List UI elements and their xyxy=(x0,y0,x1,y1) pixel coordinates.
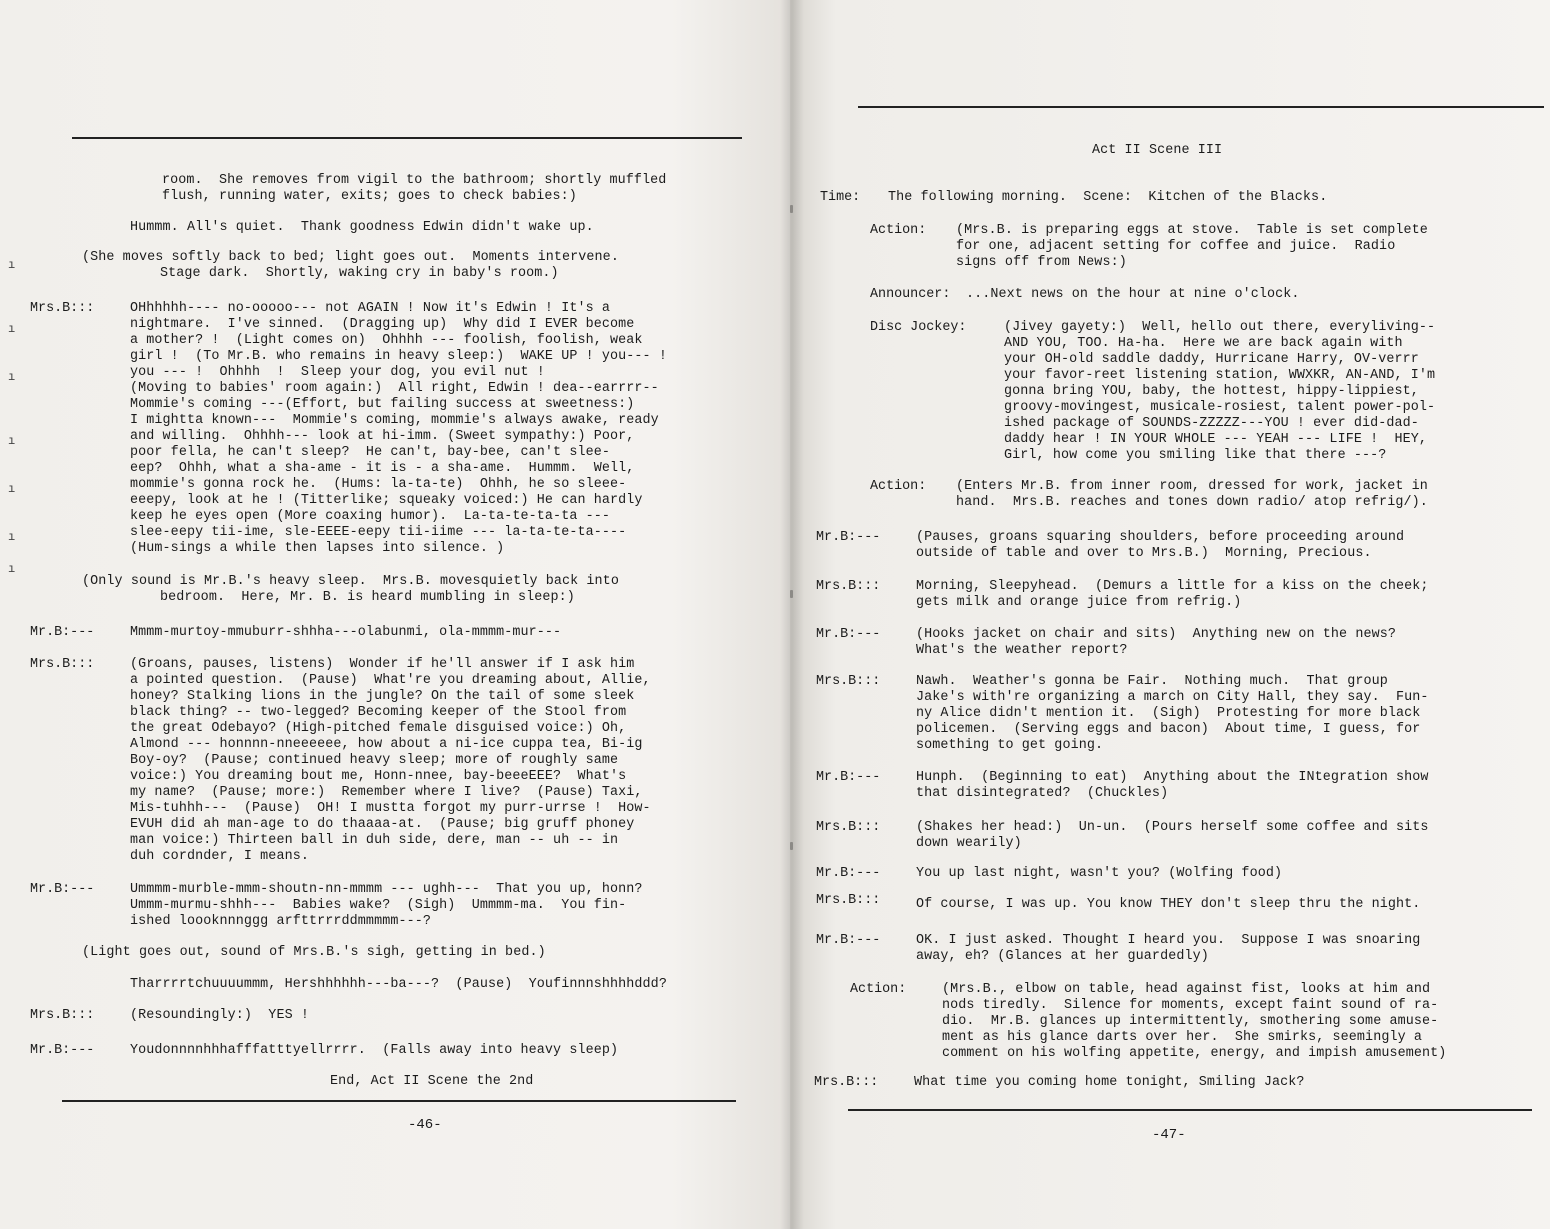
text-line: room. She removes from vigil to the bathroom; shortly muffled xyxy=(162,173,667,188)
text-line: Mommie's coming ---(Effort, but failing success at sweetness:) xyxy=(130,397,635,412)
text-line: You up last night, wasn't you? (Wolfing food) xyxy=(916,866,1283,881)
text-line: ment as his glance darts over her. She smirks, seemingly a xyxy=(942,1030,1423,1045)
speaker-label: Mrs.B::: xyxy=(814,1075,879,1090)
bottom-rule xyxy=(62,1100,736,1102)
text-line: (Resoundingly:) YES ! xyxy=(130,1008,309,1023)
action-label: Action: xyxy=(870,479,927,494)
text-line: away, eh? (Glances at her guardedly) xyxy=(916,949,1209,964)
text-line: ...Next news on the hour at nine o'clock. xyxy=(966,287,1300,302)
text-line: ished package of SOUNDS-ZZZZZ---YOU ! ever did-dad- xyxy=(1004,416,1419,431)
text-line: (Groans, pauses, listens) Wonder if he'll answer if I ask him xyxy=(130,657,635,672)
staple-mark xyxy=(790,205,793,213)
speaker-label: Mr.B:--- xyxy=(816,770,881,785)
text-line: you --- ! Ohhhh ! Sleep your dog, you evil nut ! xyxy=(130,365,545,380)
text-line: Morning, Sleepyhead. (Demurs a little for a kiss on the cheek; xyxy=(916,579,1429,594)
text-line: OK. I just asked. Thought I heard you. Suppose I was snoaring xyxy=(916,933,1421,948)
text-line: gets milk and orange juice from refrig.) xyxy=(916,595,1242,610)
text-line: (Only sound is Mr.B.'s heavy sleep. Mrs.B. movesquietly back into xyxy=(82,574,619,589)
text-line: AND YOU, TOO. Ha-ha. Here we are back again with xyxy=(1004,336,1403,351)
speaker-label: Mr.B:--- xyxy=(816,627,881,642)
speaker-label: Mrs.B::: xyxy=(816,820,881,835)
speaker-label: Mr.B:--- xyxy=(30,1043,95,1058)
scene-end-line: End, Act II Scene the 2nd xyxy=(330,1074,534,1089)
text-line: eeepy, look at he ! (Titterlike; squeaky voiced:) He can hardly xyxy=(130,493,643,508)
margin-mark: ı xyxy=(8,482,16,496)
text-line: Youdonnnnhhhafffatttyellrrrr. (Falls away into heavy sleep) xyxy=(130,1043,619,1058)
text-line: (She moves softly back to bed; light goes out. Moments intervene. xyxy=(82,250,619,265)
text-line: (Hum-sings a while then lapses into silence. ) xyxy=(130,541,505,556)
speaker-label: Mrs.B::: xyxy=(30,1008,95,1023)
text-line: something to get going. xyxy=(916,738,1104,753)
text-line: and willing. Ohhhh--- look at hi-imm. (Sweet sympathy:) Poor, xyxy=(130,429,635,444)
speaker-label: Mr.B:--- xyxy=(816,866,881,881)
text-line: What time you coming home tonight, Smiling Jack? xyxy=(914,1075,1305,1090)
text-line: Nawh. Weather's gonna be Fair. Nothing much. That group xyxy=(916,674,1388,689)
top-rule xyxy=(72,137,742,139)
text-line: (Pauses, groans squaring shoulders, before proceeding around xyxy=(916,530,1405,545)
action-label: Action: xyxy=(850,982,907,997)
text-line: your favor-reet listening station, WWXKR, AN-AND, I'm xyxy=(1004,368,1436,383)
text-line: man voice:) Thirteen ball in duh side, dere, man -- uh -- in xyxy=(130,833,619,848)
text-line: voice:) You dreaming bout me, Honn-nnee, bay-beeeEEE? What's xyxy=(130,769,627,784)
text-line: ny Alice didn't mention it. (Sigh) Protesting for more black xyxy=(916,706,1421,721)
text-line: Ummm-murmu-shhh--- Babies wake? (Sigh) Ummmm-ma. You fin- xyxy=(130,898,627,913)
text-line: daddy hear ! IN YOUR WHOLE --- YEAH --- LIFE ! HEY, xyxy=(1004,432,1428,447)
staple-mark xyxy=(790,842,793,850)
text-line: (Enters Mr.B. from inner room, dressed for work, jacket in xyxy=(956,479,1428,494)
text-line: Hunph. (Beginning to eat) Anything about the INtegration show xyxy=(916,770,1429,785)
text-line: (Hooks jacket on chair and sits) Anything new on the news? xyxy=(916,627,1397,642)
right-page xyxy=(790,0,1550,1229)
text-line: poor fella, he can't sleep? He can't, bay-bee, can't slee- xyxy=(130,445,611,460)
speaker-label: Mrs.B::: xyxy=(816,893,881,908)
text-line: What's the weather report? xyxy=(916,643,1128,658)
text-line: nightmare. I've sinned. (Dragging up) Why did I EVER become xyxy=(130,317,635,332)
text-line: flush, running water, exits; goes to check babies:) xyxy=(162,189,577,204)
text-line: ished loooknnnggg arfttrrrddmmmmm---? xyxy=(130,914,432,929)
text-line: Mis-tuhhh--- (Pause) OH! I mustta forgot my purr-urrse ! How- xyxy=(130,801,651,816)
text-line: Almond --- honnnn-nneeeeee, how about a ni-ice cuppa tea, Bi-ig xyxy=(130,737,643,752)
speaker-label: Mrs.B::: xyxy=(30,657,95,672)
text-line: groovy-movingest, musicale-rosiest, talent power-pol- xyxy=(1004,400,1436,415)
text-line: slee-eepy tii-ime, sle-EEEE-eepy tii-iime --- la-ta-te-ta---- xyxy=(130,525,627,540)
staple-mark xyxy=(790,590,793,598)
margin-mark: ı xyxy=(8,370,16,384)
text-line: (Shakes her head:) Un-un. (Pours herself some coffee and sits xyxy=(916,820,1429,835)
text-line: keep he eyes open (More coaxing humor). La-ta-te-ta-ta --- xyxy=(130,509,611,524)
text-line: (Jivey gayety:) Well, hello out there, everyliving-- xyxy=(1004,320,1436,335)
text-line: my name? (Pause; more:) Remember where I live? (Pause) Taxi, xyxy=(130,785,643,800)
text-line: outside of table and over to Mrs.B.) Morning, Precious. xyxy=(916,546,1372,561)
announcer-label: Announcer: xyxy=(870,287,951,302)
text-line: gonna bring YOU, baby, the hottest, hippy-lippiest, xyxy=(1004,384,1419,399)
margin-mark: ı xyxy=(8,434,16,448)
text-line: Of course, I was up. You know THEY don't sleep thru the night. xyxy=(916,897,1421,912)
speaker-label: Mr.B:--- xyxy=(30,882,95,897)
text-line: that disintegrated? (Chuckles) xyxy=(916,786,1169,801)
text-line: your OH-old saddle daddy, Hurricane Harry, OV-verrr xyxy=(1004,352,1419,367)
text-line: bedroom. Here, Mr. B. is heard mumbling in sleep:) xyxy=(160,590,575,605)
scene-heading: Act II Scene III xyxy=(1092,143,1223,158)
text-line: Girl, how come you smiling like that there ---? xyxy=(1004,448,1387,463)
text-line: (Light goes out, sound of Mrs.B.'s sigh, getting in bed.) xyxy=(82,945,546,960)
text-line: eep? Ohhh, what a sha-ame - it is - a sha-ame. Hummm. Well, xyxy=(130,461,635,476)
margin-mark: ı xyxy=(8,562,16,576)
text-line: comment on his wolfing appetite, energy, and impish amusement) xyxy=(942,1046,1447,1061)
text-line: dio. Mr.B. glances up intermittently, smothering some amuse- xyxy=(942,1014,1439,1029)
text-line: policemen. (Serving eggs and bacon) About time, I guess, for xyxy=(916,722,1421,737)
text-line: down wearily) xyxy=(916,836,1022,851)
speaker-label: Mr.B:--- xyxy=(30,625,95,640)
text-line: Mmmm-murtoy-mmuburr-shhha---olabunmi, ola-mmmm-mur--- xyxy=(130,625,562,640)
text-line: OHhhhhh---- no-ooooo--- not AGAIN ! Now it's Edwin ! It's a xyxy=(130,301,611,316)
margin-mark: ı xyxy=(8,258,16,272)
text-line: hand. Mrs.B. reaches and tones down radio/ atop refrig/). xyxy=(956,495,1428,510)
bottom-rule xyxy=(848,1109,1532,1111)
top-rule xyxy=(858,106,1544,108)
text-line: (Mrs.B., elbow on table, head against fist, looks at him and xyxy=(942,982,1431,997)
time-label: Time: xyxy=(820,190,861,205)
speaker-label: Mrs.B::: xyxy=(816,579,881,594)
text-line: honey? Stalking lions in the jungle? On the tail of some sleek xyxy=(130,689,635,704)
speaker-label: Mr.B:--- xyxy=(816,933,881,948)
margin-mark: ı xyxy=(8,530,16,544)
text-line: Stage dark. Shortly, waking cry in baby's room.) xyxy=(160,266,559,281)
text-line: a pointed question. (Pause) What're you dreaming about, Allie, xyxy=(130,673,651,688)
speaker-label: Mrs.B::: xyxy=(30,301,95,316)
page-number: -47- xyxy=(1152,1127,1186,1143)
text-line: Boy-oy? (Pause; continued heavy sleep; more of roughly same xyxy=(130,753,619,768)
text-line: nods tiredly. Silence for moments, except faint sound of ra- xyxy=(942,998,1439,1013)
speaker-label: Mrs.B::: xyxy=(816,674,881,689)
text-line: (Moving to babies' room again:) All right, Edwin ! dea--earrrr-- xyxy=(130,381,659,396)
text-line: a mother? ! (Light comes on) Ohhhh --- foolish, foolish, weak xyxy=(130,333,643,348)
text-line: The following morning. Scene: Kitchen of the Blacks. xyxy=(888,190,1328,205)
text-line: EVUH did ah man-age to do thaaaa-at. (Pause; big gruff phoney xyxy=(130,817,635,832)
page-number: -46- xyxy=(408,1117,442,1133)
text-line: Tharrrrtchuuuummm, Hershhhhhh---ba---? (Pause) Youfinnnshhhhddd? xyxy=(130,977,667,992)
margin-mark: ı xyxy=(8,322,16,336)
text-line: girl ! (To Mr.B. who remains in heavy sleep:) WAKE UP ! you--- ! xyxy=(130,349,667,364)
text-line: (Mrs.B. is preparing eggs at stove. Table is set complete xyxy=(956,223,1428,238)
text-line: Hummm. All's quiet. Thank goodness Edwin didn't wake up. xyxy=(130,220,594,235)
text-line: the great Odebayo? (High-pitched female disguised voice:) Oh, xyxy=(130,721,627,736)
action-label: Action: xyxy=(870,223,927,238)
text-line: Jake's with're organizing a march on City Hall, they say. Fun- xyxy=(916,690,1429,705)
book-gutter xyxy=(780,0,804,1229)
speaker-label: Mr.B:--- xyxy=(816,530,881,545)
disc-jockey-label: Disc Jockey: xyxy=(870,320,967,335)
text-line: Ummmm-murble-mmm-shoutn-nn-mmmm --- ughh--- That you up, honn? xyxy=(130,882,643,897)
text-line: for one, adjacent setting for coffee and juice. Radio xyxy=(956,239,1396,254)
text-line: signs off from News:) xyxy=(956,255,1127,270)
text-line: duh cordnder, I means. xyxy=(130,849,309,864)
text-line: I mightta known--- Mommie's coming, mommie's always awake, ready xyxy=(130,413,659,428)
text-line: mommie's gonna rock he. (Hums: la-ta-te) Ohhh, he so sleee- xyxy=(130,477,627,492)
text-line: black thing? -- two-legged? Becoming keeper of the Stool from xyxy=(130,705,627,720)
